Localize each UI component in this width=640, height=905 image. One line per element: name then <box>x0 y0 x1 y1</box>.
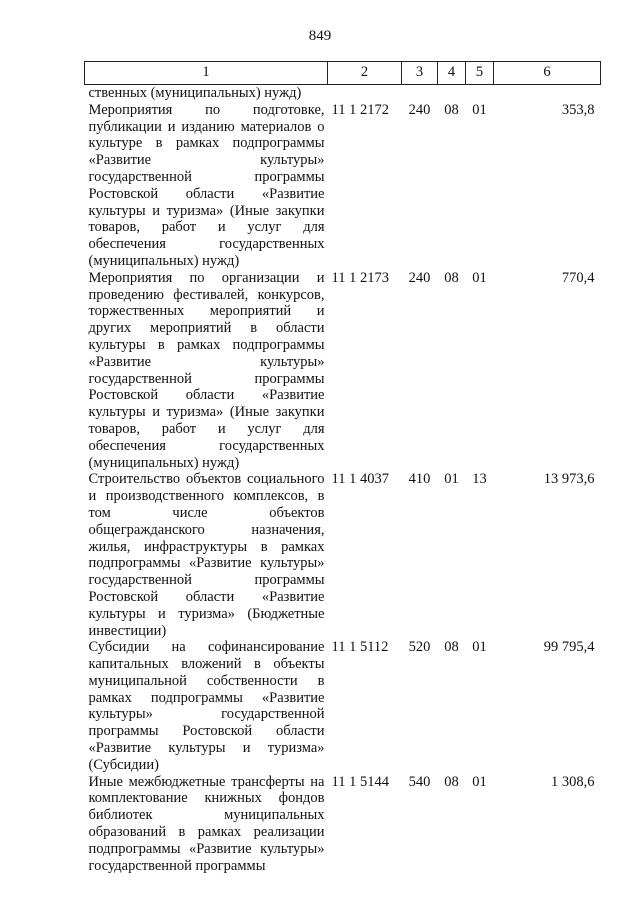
table-row <box>85 471 601 639</box>
row-subsection: 13 <box>472 471 487 488</box>
row-target-code: 11 1 5144 <box>331 773 389 790</box>
row-description: Субсидии на софинансирование капитальных вложений в объекты муниципальной собственности в рамках подпрограммы «Развитие культуры» государственной программы Ростовской области «Развитие культуры и туризма» (Субсидии) <box>88 639 325 773</box>
row-amount: 353,8 <box>561 101 595 118</box>
row-expense-type: 240 <box>408 101 431 118</box>
row-subsection: 01 <box>472 773 487 790</box>
table-row <box>85 270 601 472</box>
row-description: Иные межбюджетные трансферты на комплектование книжных фондов библиотек муниципальных образований в рамках реализации подпрограммы «Развитие культуры» государственной программы <box>88 773 325 874</box>
table-row <box>85 102 601 270</box>
row-amount: 770,4 <box>561 269 595 286</box>
continuation-row <box>85 85 601 102</box>
row-expense-type: 540 <box>408 773 431 790</box>
row-target-code: 11 1 2173 <box>331 269 389 286</box>
continuation-text: ственных (муниципальных) нужд) <box>88 85 302 101</box>
row-target-code: 11 1 4037 <box>331 471 389 488</box>
row-subsection: 01 <box>472 639 487 656</box>
table-row <box>85 639 601 773</box>
row-section: 08 <box>444 269 459 286</box>
row-target-code: 11 1 2172 <box>331 101 389 118</box>
column-header: 3 <box>402 62 438 85</box>
table-row <box>85 774 601 875</box>
table-header-row <box>85 62 601 85</box>
column-header: 1 <box>85 62 328 85</box>
page-number: 849 <box>308 28 332 44</box>
budget-table <box>84 61 601 874</box>
row-section: 01 <box>444 471 459 488</box>
row-section: 08 <box>444 773 459 790</box>
row-subsection: 01 <box>472 101 487 118</box>
row-section: 08 <box>444 639 459 656</box>
column-header: 6 <box>494 62 601 85</box>
row-target-code: 11 1 5112 <box>331 639 389 656</box>
row-amount: 13 973,6 <box>543 471 595 488</box>
row-section: 08 <box>444 101 459 118</box>
row-description: Строительство объектов социального и производственного комплексов, в том числе объектов общегражданского назначения, жилья, инфраструктуры в рамках подпрограммы «Развитие культуры» государственной программы Ростовской области «Развитие культуры и туризма» (Бюджетные инвестиции) <box>88 471 325 639</box>
row-amount: 99 795,4 <box>543 639 595 656</box>
row-description: Мероприятия по организации и проведению фестивалей, конкурсов, торжественных мероприятий и других мероприятий в области культуры в рамках подпрограммы «Развитие культуры» государственной программы Ростовской области «Развитие культуры и туризма» (Иные закупки товаров, работ и услуг для обеспечения государственных (муниципальных) нужд) <box>88 269 325 471</box>
column-header: 2 <box>328 62 402 85</box>
row-expense-type: 410 <box>408 471 431 488</box>
row-amount: 1 308,6 <box>551 773 595 790</box>
row-subsection: 01 <box>472 269 487 286</box>
column-header: 4 <box>438 62 466 85</box>
row-description: Мероприятия по подготовке, публикации и изданию материалов о культуре в рамках подпрограммы «Развитие культуры» государственной программы Ростовской области «Развитие культуры и туризма» (Иные закупки товаров, работ и услуг для обеспечения государственных (муниципальных) нужд) <box>88 101 325 269</box>
row-expense-type: 240 <box>408 269 431 286</box>
column-header: 5 <box>466 62 494 85</box>
row-expense-type: 520 <box>408 639 431 656</box>
